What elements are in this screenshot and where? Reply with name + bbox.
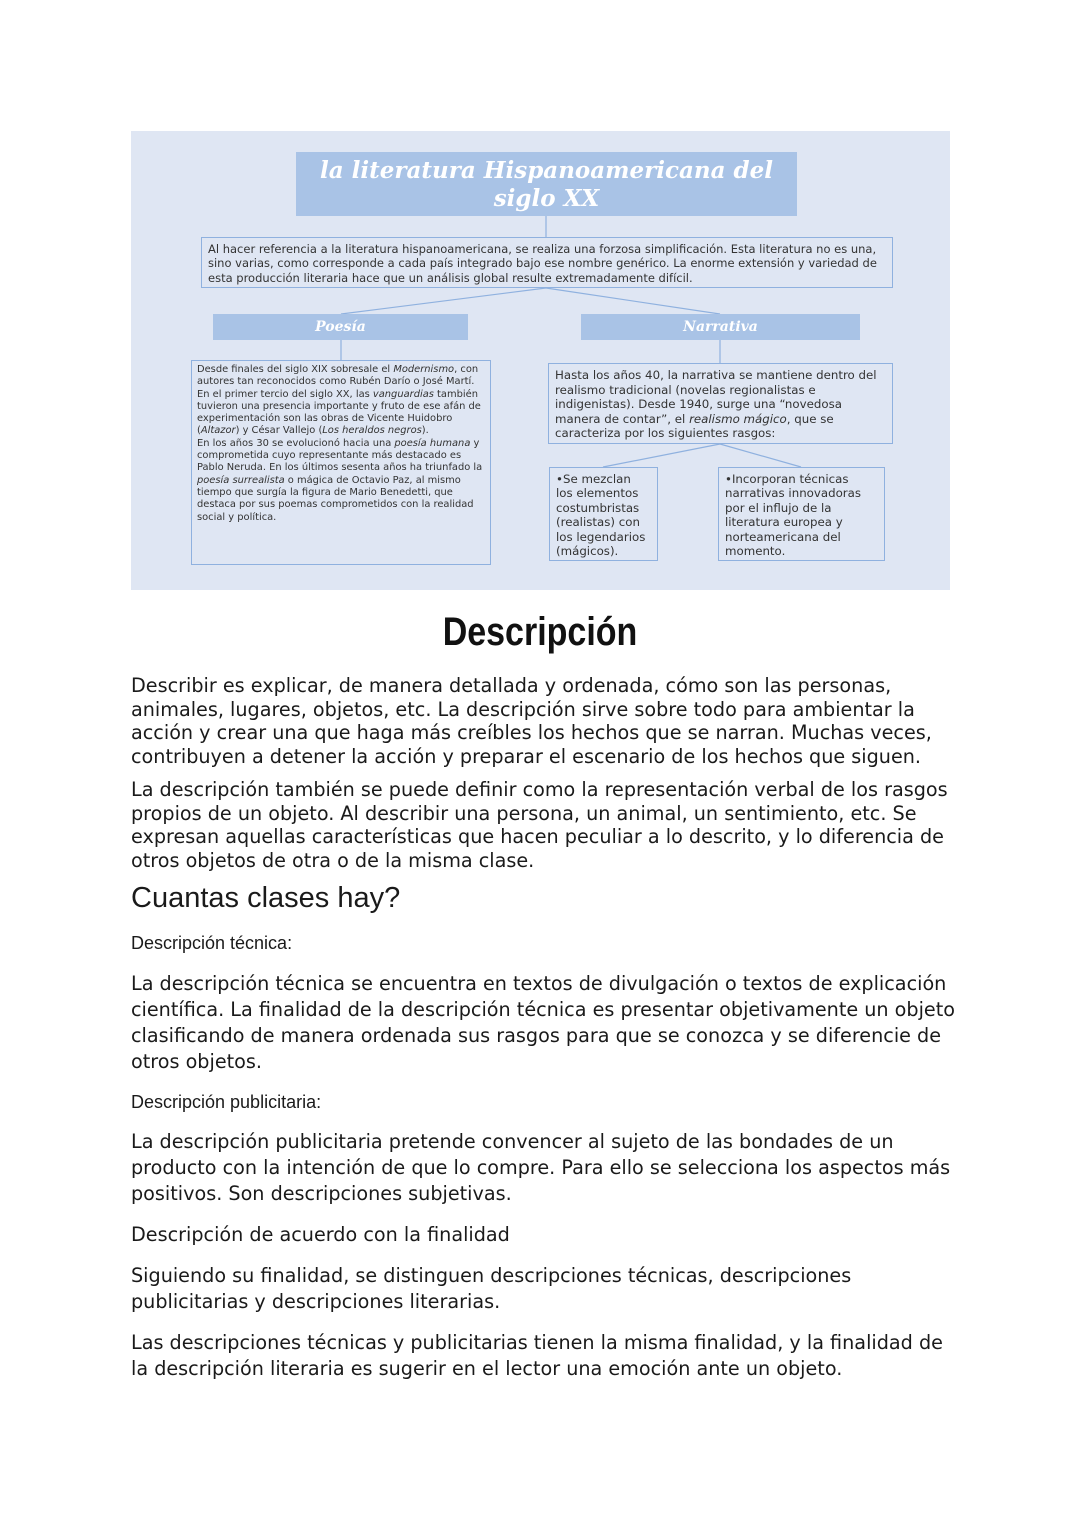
tecnica-label: Descripción técnica: [131, 933, 293, 953]
poesia-header: Poesía [213, 314, 468, 340]
section-question: Cuantas clases hay? [131, 882, 401, 914]
closing-paragraph: Las descripciones técnicas y publicitarias tienen la misma finalidad, y la finalidad de la descripción literaria es sugerir en el lector una emoción ante un objeto. [131, 1331, 943, 1380]
map-intro-box: Al hacer referencia a la literatura hispanoamericana, se realiza una forzosa simplificación. Esta literatura no es una, sino varias, como corresponde a cada país integrado bajo ese nombre genérico. La enorme extensión y variedad de esta producción literaria hace que un análisis global resulte extremadamente difícil. [201, 237, 893, 288]
page-heading: Descripción [442, 610, 638, 654]
poesia-box: Desde finales del siglo XIX sobresale el Modernismo, con autores tan reconocidos como Rubén Darío o José Martí. En el primer tercio del siglo XX, las vanguardias también tuvieron una presencia importante y fruto de ese afán de experimentación son las obras de Vicente Huidobro (Altazor) y César Vallejo (Los heraldos negros). En los años 30 se evolucionó hacia una poesía humana y comprometida cuyo representante más destacado es Pablo Neruda. En los últimos sesenta años ha triunfado la poesía surrealista o mágica de Octavio Paz, al mismo tiempo que surgía la figura de Mario Benedetti, que destaca por sus poemas comprometidos con la realidad social y política. [191, 360, 491, 565]
map-title: la literatura Hispanoamericana del siglo XX [296, 152, 797, 216]
rasgo-box-2: •Incorporan técnicas narrativas innovadoras por el influjo de la literatura europea y norteamericana del momento. [718, 467, 885, 561]
narrativa-header: Narrativa [581, 314, 860, 340]
finalidad-paragraph: Siguiendo su finalidad, se distinguen descripciones técnicas, descripciones publicitarias y descripciones literarias. [131, 1264, 852, 1313]
intro-paragraph-2: La descripción también se puede definir como la representación verbal de los rasgos propios de un objeto. Al describir una persona, un animal, un sentimiento, etc. Se expresan aquellas características que hacen peculiar a lo descrito, y lo diferencia de otros objetos de otra o de la misma clase. [131, 778, 948, 872]
rasgo-box-1: •Se mezclan los elementos costumbristas (realistas) con los legendarios (mágicos). [549, 467, 658, 561]
finalidad-label: Descripción de acuerdo con la finalidad [131, 1223, 510, 1246]
tecnica-paragraph: La descripción técnica se encuentra en textos de divulgación o textos de explicación científica. La finalidad de la descripción técnica es presentar objetivamente un objeto clasificando de manera ordenada sus rasgos para que se conozca y se diferencie de otros objetos. [131, 972, 956, 1073]
concept-map [131, 131, 950, 590]
narrativa-box: Hasta los años 40, la narrativa se mantiene dentro del realismo tradicional (novelas regionalistas e indigenistas). Desde 1940, surge una “novedosa manera de contar”, el realismo mágico, que se caracteriza por los siguientes rasgos: [548, 363, 893, 444]
publicitaria-paragraph: La descripción publicitaria pretende convencer al sujeto de las bondades de un producto con la intención de que lo compre. Para ello se selecciona los aspectos más positivos. Son descripciones subjetivas. [131, 1130, 951, 1205]
publicitaria-label: Descripción publicitaria: [131, 1092, 322, 1112]
intro-paragraph-1: Describir es explicar, de manera detallada y ordenada, cómo son las personas, animales, lugares, objetos, etc. La descripción sirve sobre todo para ambientar la acción y crear una que haga más creíbles los hechos que se narran. Muchas veces, contribuyen a detener la acción y preparar el escenario de los hechos que siguen. [131, 674, 932, 768]
